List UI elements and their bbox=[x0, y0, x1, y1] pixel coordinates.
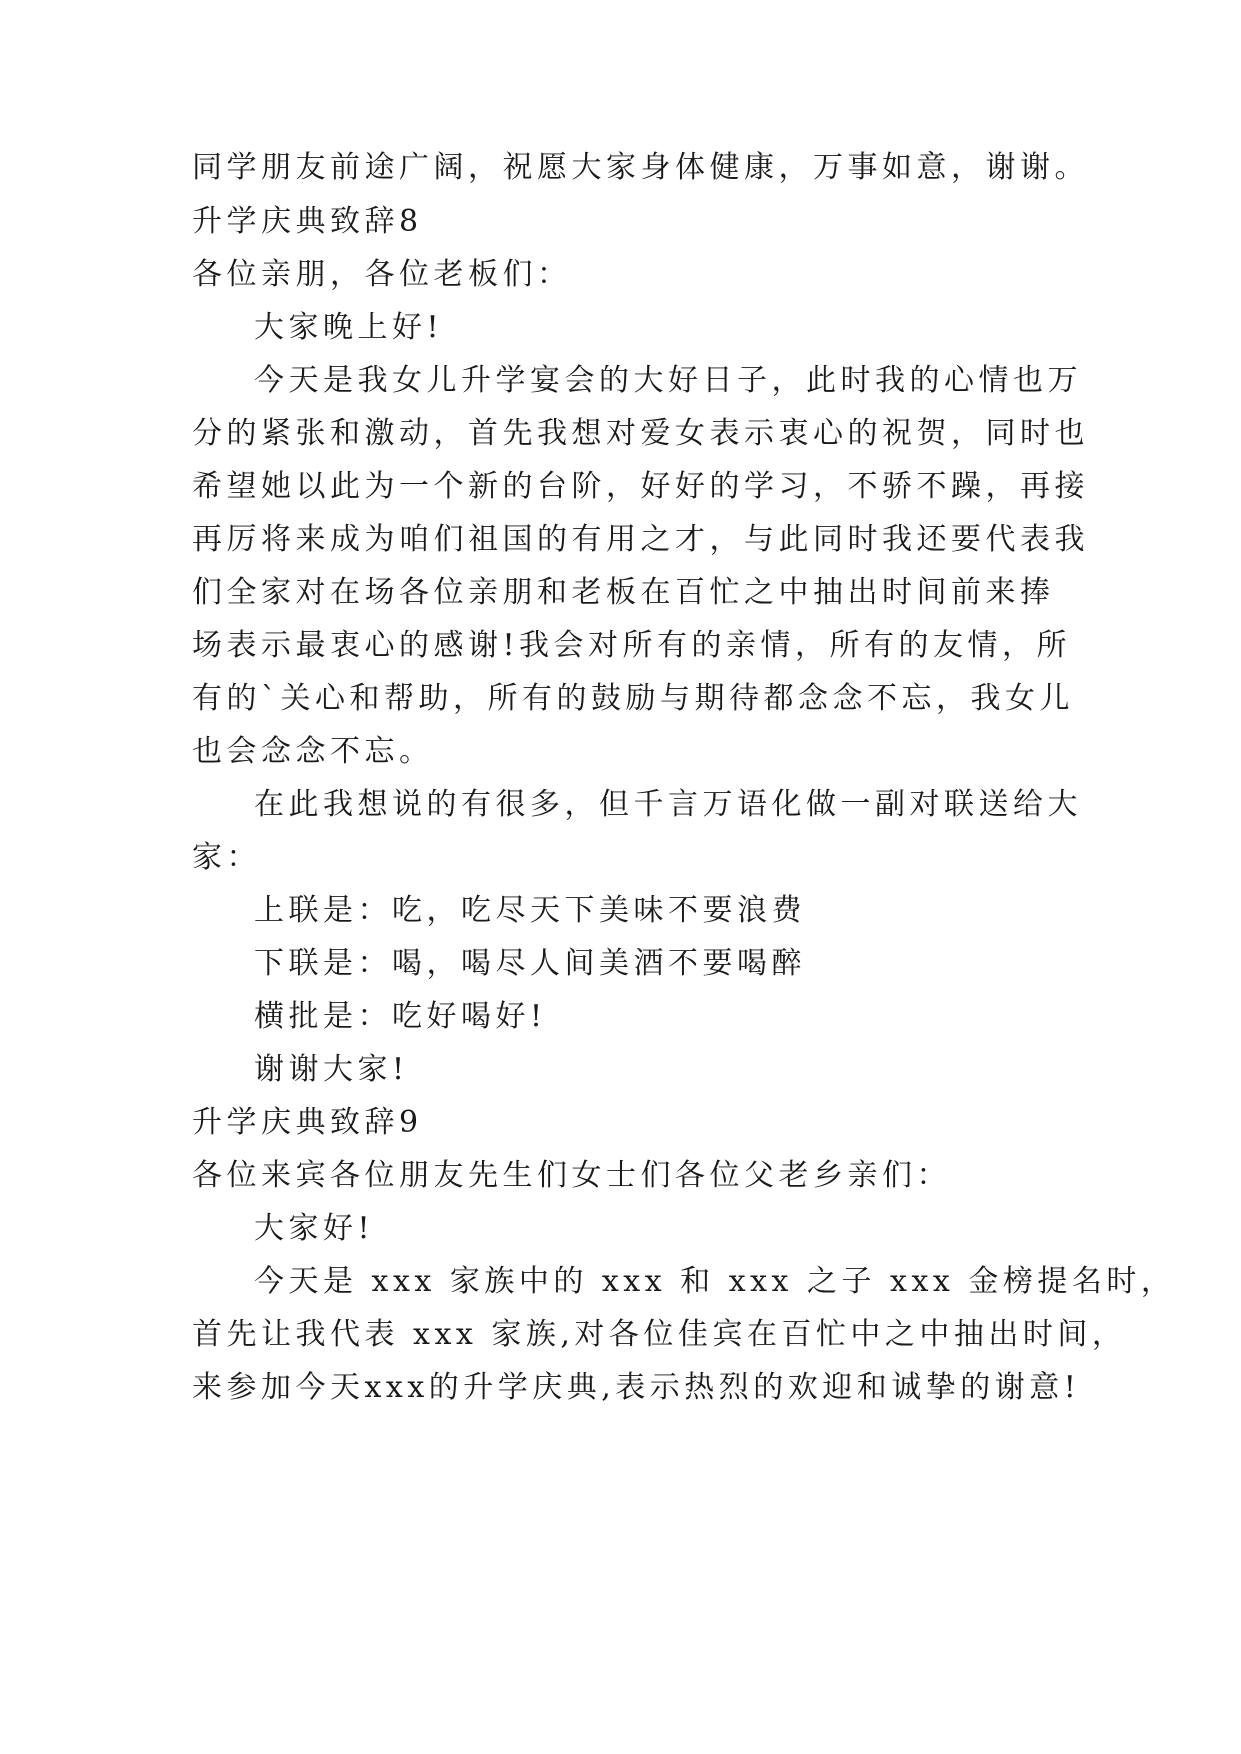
paragraph-line: 家： bbox=[192, 840, 261, 875]
paragraph-line: 们全家对在场各位亲朋和老板在百忙之中抽出时间前来捧 bbox=[192, 575, 1055, 610]
paragraph-line: 也会念念不忘。 bbox=[192, 734, 434, 769]
paragraph-line: 首先让我代表 xxx 家族,对各位佳宾在百忙中之中抽出时间， bbox=[192, 1317, 1127, 1352]
salutation: 各位亲朋，各位老板们： bbox=[192, 257, 572, 292]
paragraph-line: 同学朋友前途广阔，祝愿大家身体健康，万事如意，谢谢。 bbox=[192, 150, 1089, 185]
paragraph-line: 再厉将来成为咱们祖国的有用之才，与此同时我还要代表我 bbox=[192, 522, 1089, 557]
salutation: 各位来宾各位朋友先生们女士们各位父老乡亲们： bbox=[192, 1158, 951, 1193]
couplet-horizontal-scroll: 横批是：吃好喝好! bbox=[254, 999, 547, 1034]
paragraph-line: 今天是 xxx 家族中的 xxx 和 xxx 之子 xxx 金榜提名时， bbox=[254, 1264, 1176, 1299]
paragraph-line: 有的`关心和帮助，所有的鼓励与期待都念念不忘，我女儿 bbox=[192, 681, 1074, 716]
closing-thanks: 谢谢大家! bbox=[254, 1052, 409, 1087]
paragraph-line: 分的紧张和激动，首先我想对爱女表示衷心的祝贺，同时也 bbox=[192, 416, 1089, 451]
couplet-second-line: 下联是：喝，喝尽人间美酒不要喝醉 bbox=[254, 946, 806, 981]
section-heading: 升学庆典致辞8 bbox=[192, 204, 423, 239]
greeting: 大家好! bbox=[254, 1211, 375, 1246]
paragraph-line: 在此我想说的有很多，但千言万语化做一副对联送给大 bbox=[254, 787, 1082, 822]
paragraph-line: 今天是我女儿升学宴会的大好日子，此时我的心情也万 bbox=[254, 363, 1082, 398]
couplet-first-line: 上联是：吃，吃尽天下美味不要浪费 bbox=[254, 893, 806, 928]
paragraph-line: 场表示最衷心的感谢!我会对所有的亲情，所有的友情，所 bbox=[192, 628, 1072, 663]
section-heading: 升学庆典致辞9 bbox=[192, 1105, 423, 1140]
greeting: 大家晚上好! bbox=[254, 310, 444, 345]
paragraph-line: 来参加今天xxx的升学庆典,表示热烈的欢迎和诚挚的谢意! bbox=[192, 1370, 1081, 1405]
paragraph-line: 希望她以此为一个新的台阶，好好的学习，不骄不躁，再接 bbox=[192, 469, 1089, 504]
